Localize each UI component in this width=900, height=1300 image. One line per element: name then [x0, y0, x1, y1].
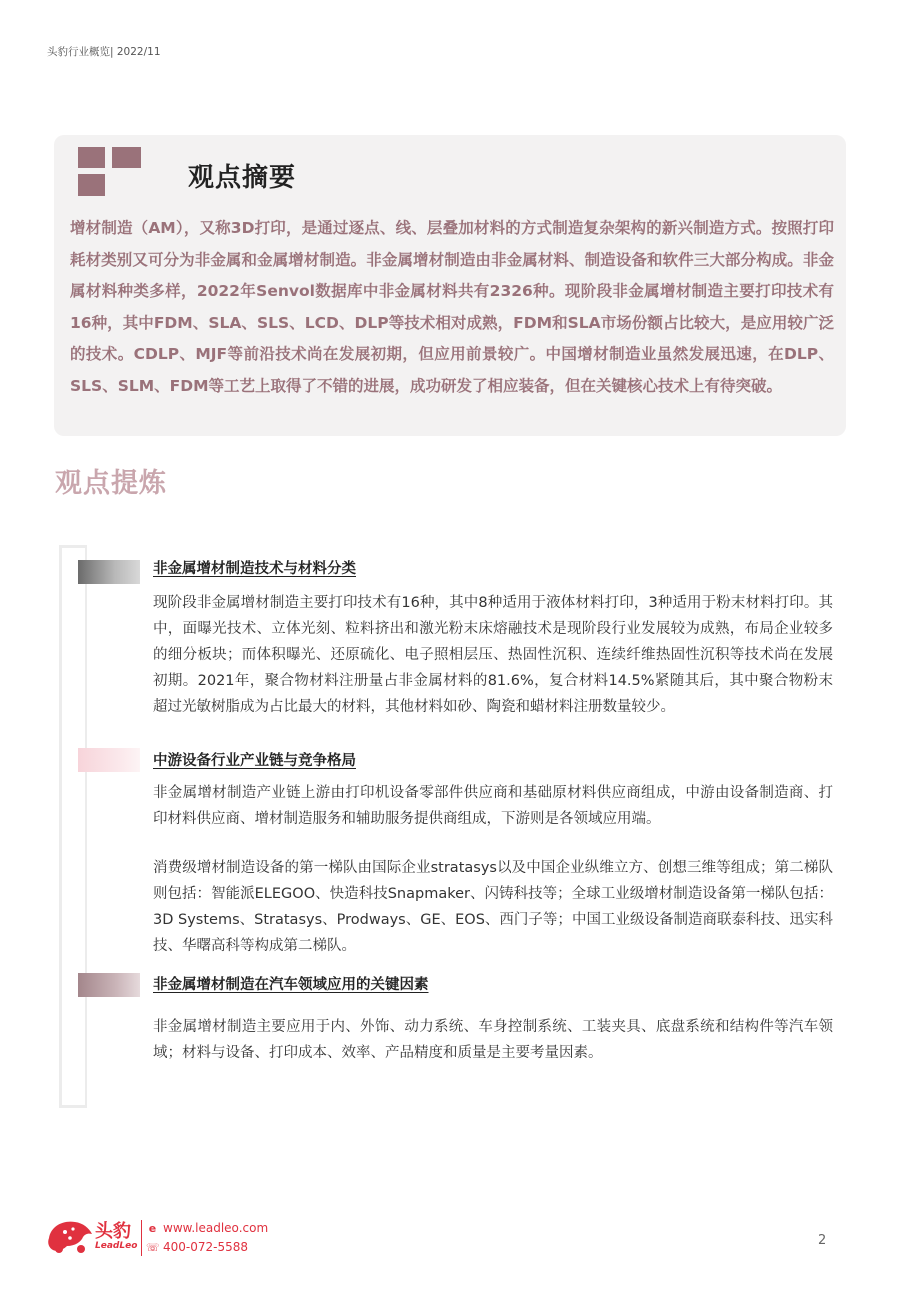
timeline-rail	[59, 545, 87, 1108]
phone-icon: ☏	[146, 1240, 160, 1254]
page-number: 2	[818, 1233, 827, 1248]
summary-text: 增材制造（AM），又称3D打印，是通过逐点、线、层叠加材料的方式制造复杂架构的新兴制造方式。按照打印耗材类别又可分为非金属和金属增材制造。非金属增材制造由非金属材料、制造设备和软件三大部分构成。非金属材料种类多样，2022年Senvol数据库中非金属材料共有2326种。现阶段非金属增材制造主要打印技术有16种，其中FDM、SLA、SLS、LCD、DLP等技术相对成熟，FDM和SLA市场份额占比较大，是应用较广泛的技术。CDLP、MJF等前沿技术尚在发展初期，但应用前景较广。中国增材制造业虽然发展迅速，在DLP、SLS、SLM、FDM等工艺上取得了不错的进展，成功研发了相应装备，但在关键核心技术上有待突破。	[70, 219, 834, 395]
website-row	[146, 1221, 268, 1235]
brand-name-en: LeadLeo	[95, 1241, 138, 1251]
insight-paragraph: 非金属增材制造主要应用于内、外饰、动力系统、车身控制系统、工装夹具、底盘系统和结构件等汽车领域；材料与设备、打印成本、效率、产品精度和质量是主要考量因素。	[153, 1019, 833, 1061]
brand-name: 头豹	[95, 1221, 131, 1242]
leopard-logo-icon	[45, 1216, 95, 1254]
decor-square	[78, 174, 105, 196]
website-link[interactable]: www.leadleo.com	[163, 1221, 269, 1235]
page-header: 头豹行业概览| 2022/11	[47, 46, 161, 58]
insight-paragraph: 现阶段非金属增材制造主要打印技术有16种，其中8种适用于液体材料打印，3种适用于粉末材料打印。其中，面曝光技术、立体光刻、粒料挤出和激光粉末床熔融技术是现阶段行业发展较为成熟，布局企业较多的细分板块；而体积曝光、还原硫化、电子照相层压、热固性沉积、连续纤维热固性沉积等技术尚在发展初期。2021年，聚合物材料注册量占非金属材料的81.6%，复合材料14.5%紧随其后，其中聚合物粉末超过光敏树脂成为占比最大的材料，其他材料如砂、陶瓷和蜡材料注册数量较少。	[153, 595, 833, 715]
footer-divider	[141, 1220, 142, 1256]
summary-box	[54, 135, 846, 436]
insights-title: 观点提炼	[55, 468, 167, 499]
summary-title: 观点摘要	[188, 163, 297, 193]
insight-heading: 中游设备行业产业链与竞争格局	[153, 753, 356, 769]
insight-heading: 非金属增材制造在汽车领域应用的关键因素	[153, 977, 429, 993]
web-icon: e	[148, 1221, 157, 1235]
insight-paragraph: 消费级增材制造设备的第一梯队由国际企业stratasys以及中国企业纵维立方、创想三维等组成；第二梯队则包括：智能派ELEGOO、快造科技Snapmaker、闪铸科技等；全球工业级增材制造设备第一梯队包括：3D Systems、Stratasys、Prodways、GE、EOS、西门子等；中国工业级设备制造商联泰科技、迅实科技、华曙高科等构成第二梯队。	[153, 860, 833, 954]
phone-number: 400-072-5588	[163, 1240, 249, 1254]
section-marker	[78, 560, 140, 584]
decor-square	[78, 147, 105, 168]
decor-square	[112, 147, 141, 168]
insight-heading: 非金属增材制造技术与材料分类	[153, 561, 356, 577]
insight-paragraph: 非金属增材制造产业链上游由打印机设备零部件供应商和基础原材料供应商组成，中游由设备制造商、打印材料供应商、增材制造服务和辅助服务提供商组成，下游则是各领域应用端。	[153, 785, 833, 827]
phone-row	[146, 1240, 248, 1254]
section-marker	[78, 748, 140, 772]
section-marker	[78, 973, 140, 997]
